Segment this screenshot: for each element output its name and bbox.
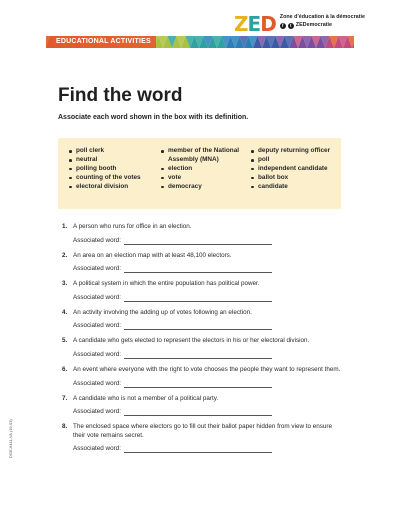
question-item bbox=[62, 223, 346, 245]
zed-logo bbox=[234, 14, 365, 34]
logo-text-block bbox=[280, 14, 365, 29]
answer-line[interactable] bbox=[124, 445, 272, 453]
answer-row bbox=[73, 322, 346, 330]
page-title: Find the word bbox=[58, 85, 183, 106]
question-text: An event where everyone with the right to vote chooses the people they want to represent them. bbox=[73, 365, 341, 373]
word-column-1 bbox=[68, 147, 156, 192]
answer-label: Associated word: bbox=[73, 379, 121, 387]
document-code: DGE-6411-VA (19-03) bbox=[8, 419, 13, 458]
question-text: A candidate who is not a member of a political party. bbox=[73, 394, 219, 402]
logo-letter-d: D bbox=[260, 12, 276, 36]
question-number: 5. bbox=[62, 337, 68, 345]
question-item bbox=[62, 252, 346, 274]
answer-row bbox=[73, 380, 346, 388]
question-number: 4. bbox=[62, 308, 68, 316]
question-text: An area on an election map with at least 48,100 electors. bbox=[73, 251, 232, 259]
answer-line[interactable] bbox=[124, 322, 272, 330]
word-item: poll clerk bbox=[68, 147, 156, 156]
question-item bbox=[62, 337, 346, 359]
logo-letter-z: Z bbox=[234, 12, 248, 36]
facebook-icon: f bbox=[280, 23, 286, 29]
answer-line[interactable] bbox=[124, 294, 272, 302]
question-item bbox=[62, 423, 346, 453]
question-number: 3. bbox=[62, 280, 68, 288]
word-item: electoral division bbox=[68, 183, 156, 192]
word-item: election bbox=[160, 165, 246, 174]
word-item: counting of the votes bbox=[68, 174, 156, 183]
question-number: 2. bbox=[62, 251, 68, 259]
question-text: An activity involving the adding up of votes following an election. bbox=[73, 308, 252, 316]
org-name: Zone d'éducation à la démocratie bbox=[279, 14, 365, 20]
answer-label: Associated word: bbox=[73, 293, 121, 301]
question-item bbox=[62, 395, 346, 417]
answer-line[interactable] bbox=[124, 265, 272, 273]
banner-label: EDUCATIONAL ACTIVITIES bbox=[56, 38, 151, 45]
question-text: A person who runs for office in an election. bbox=[73, 223, 192, 230]
word-box bbox=[58, 138, 341, 209]
answer-label: Associated word: bbox=[73, 322, 121, 330]
zed-logo-mark bbox=[234, 14, 276, 34]
question-list bbox=[62, 223, 346, 453]
question-item bbox=[62, 366, 346, 388]
word-item: independent candidate bbox=[250, 165, 338, 174]
social-row bbox=[280, 22, 365, 29]
logo-letter-e: E bbox=[247, 12, 261, 36]
answer-label: Associated word: bbox=[73, 350, 121, 358]
answer-row bbox=[73, 265, 346, 273]
instructions: Associate each word shown in the box with its definition. bbox=[58, 114, 249, 121]
word-item: vote bbox=[160, 174, 246, 183]
question-text: A political system in which the entire population has political power. bbox=[73, 280, 260, 288]
answer-row bbox=[73, 351, 346, 359]
educational-activities-banner bbox=[46, 36, 354, 48]
question-item bbox=[62, 309, 346, 331]
question-item bbox=[62, 280, 346, 302]
word-column-3 bbox=[250, 147, 338, 192]
answer-row bbox=[73, 294, 346, 302]
word-item: deputy returning officer bbox=[250, 147, 338, 156]
social-handle: ZEDemocratie bbox=[295, 22, 333, 28]
word-item: member of the National Assembly (MNA) bbox=[160, 147, 246, 165]
word-item: poll bbox=[250, 156, 338, 165]
twitter-icon: t bbox=[288, 23, 294, 29]
word-item: democracy bbox=[160, 183, 246, 192]
answer-line[interactable] bbox=[124, 408, 272, 416]
answer-label: Associated word: bbox=[73, 265, 121, 273]
answer-label: Associated word: bbox=[73, 408, 121, 416]
word-item: candidate bbox=[250, 183, 338, 192]
answer-row bbox=[73, 237, 346, 245]
word-item: polling booth bbox=[68, 165, 156, 174]
question-number: 1. bbox=[62, 223, 68, 230]
side-document-code bbox=[8, 419, 16, 518]
answer-line[interactable] bbox=[124, 237, 272, 245]
question-number: 8. bbox=[62, 423, 68, 431]
word-column-2 bbox=[160, 147, 246, 192]
answer-label: Associated word: bbox=[73, 236, 121, 244]
answer-line[interactable] bbox=[124, 380, 272, 388]
question-number: 6. bbox=[62, 365, 68, 373]
question-number: 7. bbox=[62, 394, 68, 402]
answer-row bbox=[73, 408, 346, 416]
answer-label: Associated word: bbox=[73, 445, 121, 453]
question-text: A candidate who gets elected to represent the electors in his or her electoral division. bbox=[73, 337, 310, 345]
word-item: ballot box bbox=[250, 174, 338, 183]
answer-line[interactable] bbox=[124, 351, 272, 359]
word-item: neutral bbox=[68, 156, 156, 165]
question-text: The enclosed space where electors go to fill out their ballot paper hidden from view to ensure their vote remains secret. bbox=[73, 423, 333, 439]
answer-row bbox=[73, 445, 346, 453]
